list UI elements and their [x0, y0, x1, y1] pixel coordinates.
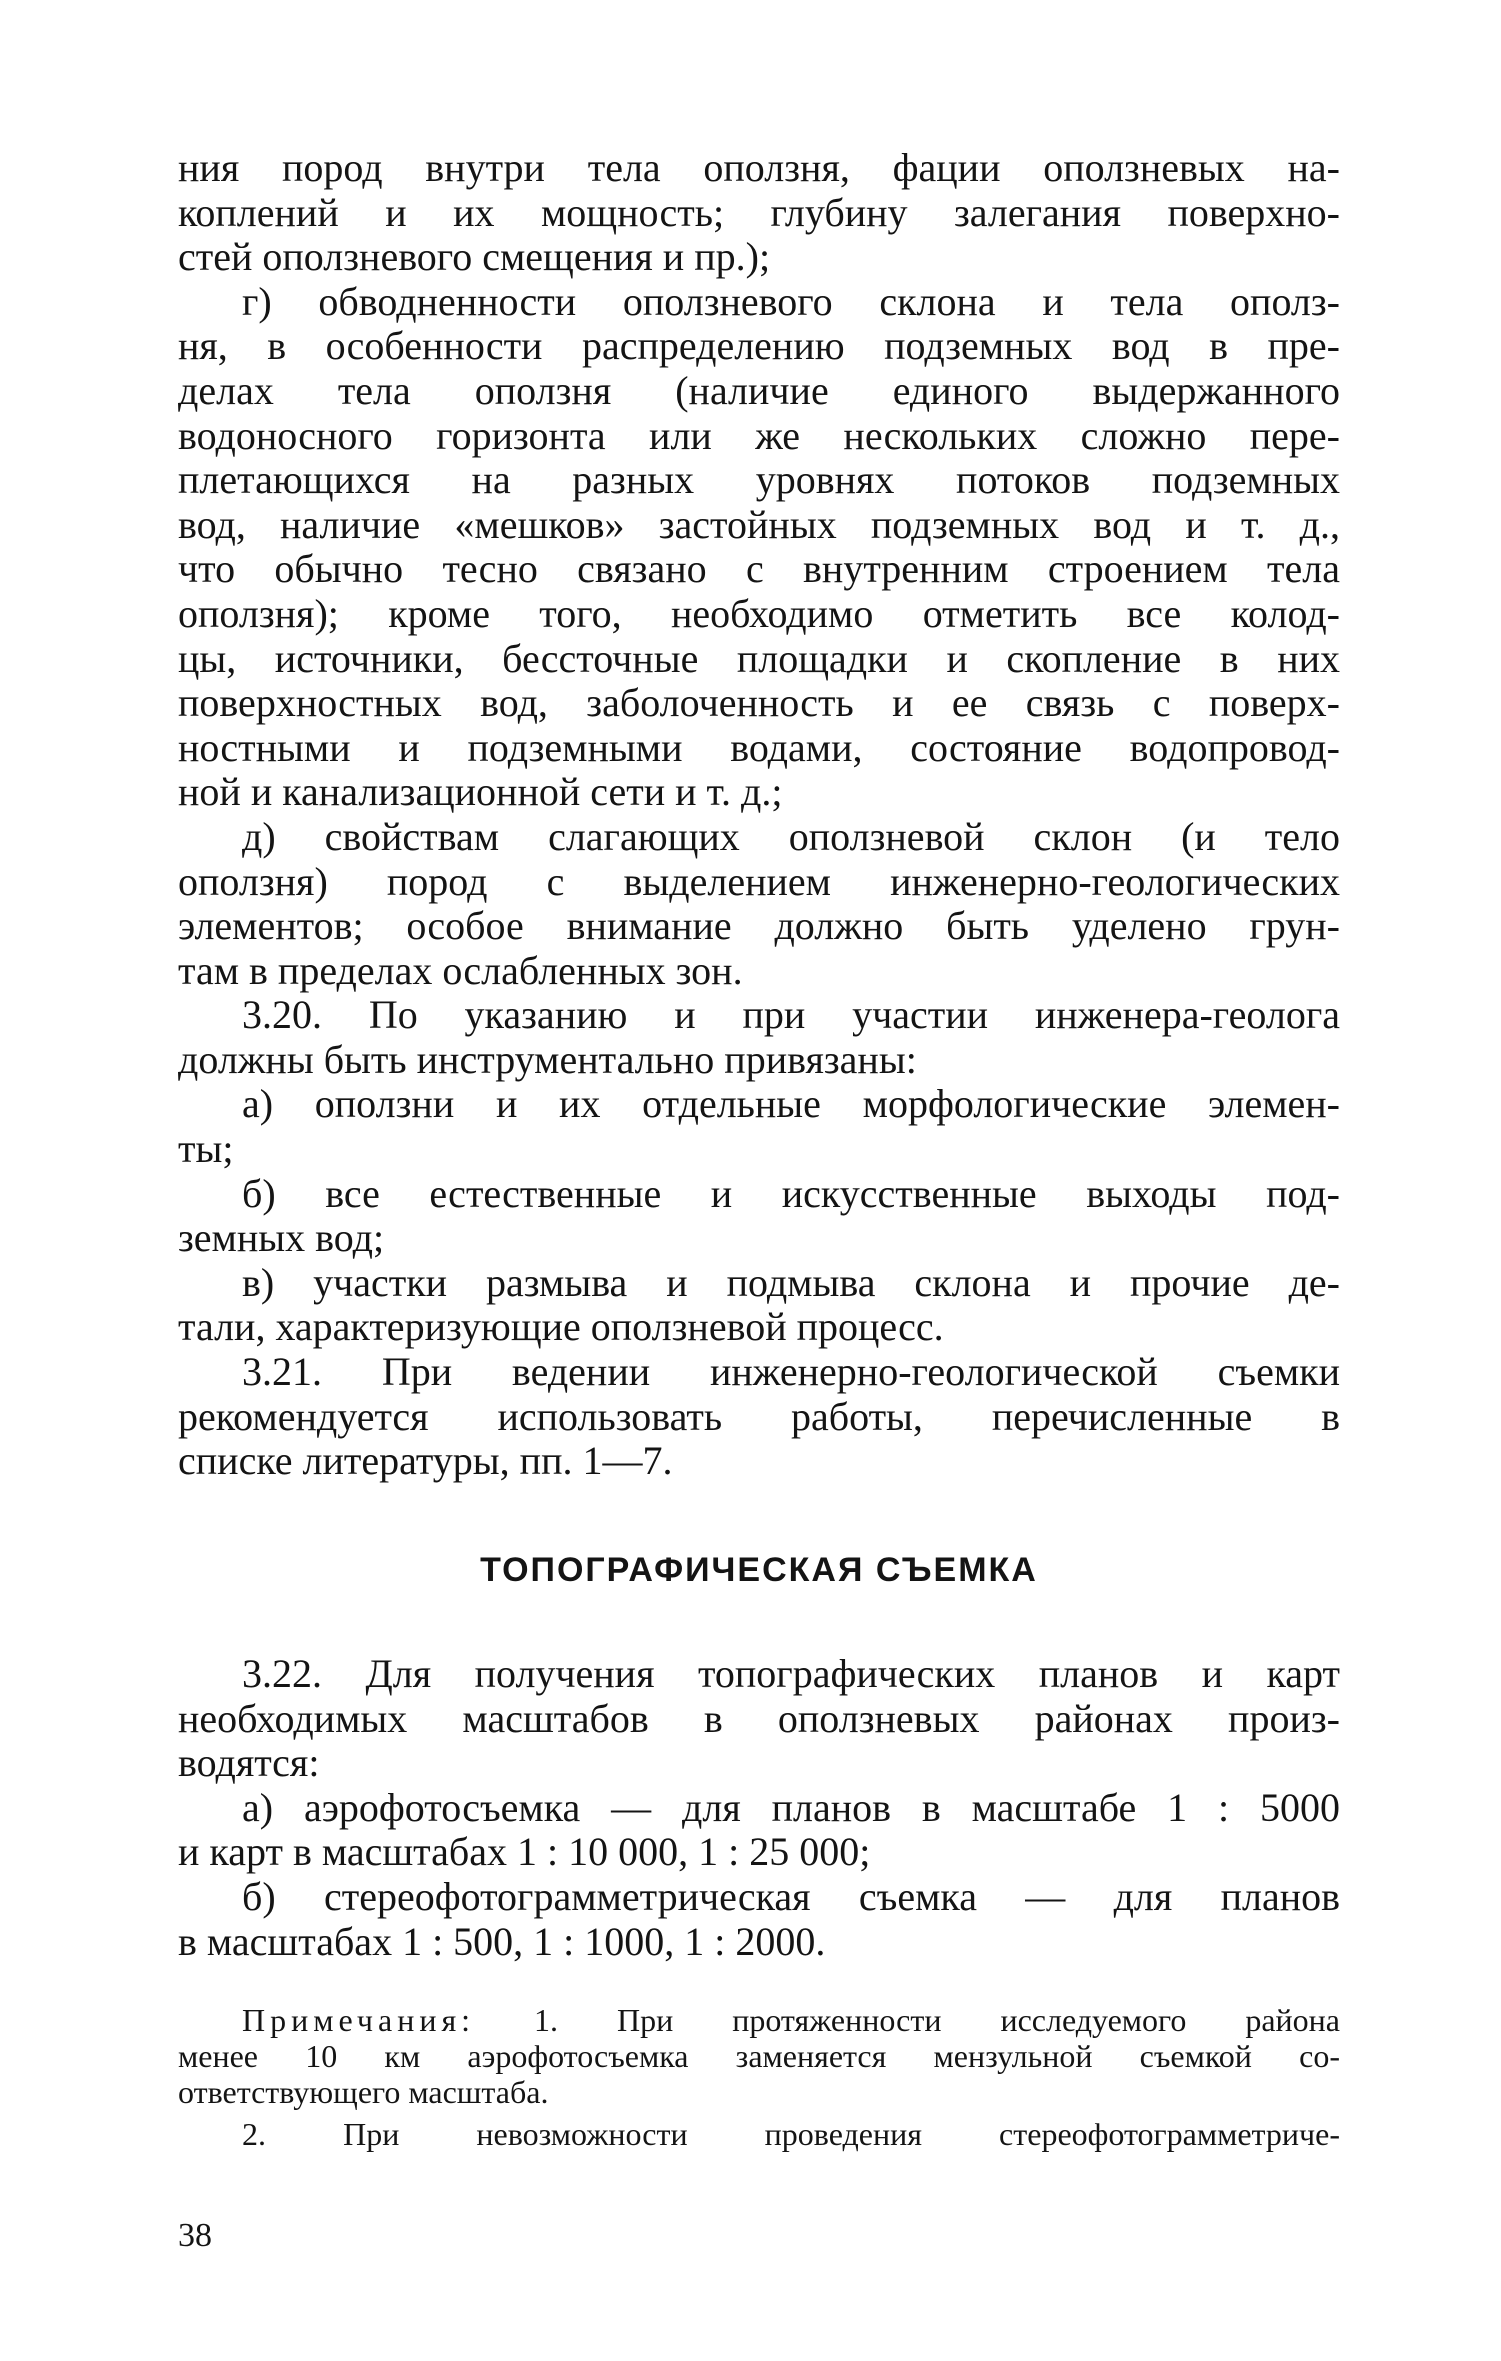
text-line: г) обводненности оползневого склона и тела ополз-	[242, 279, 1340, 324]
section-heading: ТОПОГРАФИЧЕСКАЯ СЪЕМКА	[480, 1551, 1038, 1589]
text-line: 3.22. Для получения топографических планов и карт	[242, 1652, 1340, 1696]
section-3-20	[178, 993, 1340, 1082]
page-number: 38	[178, 2217, 212, 2254]
section-3-22	[178, 1652, 1340, 1786]
section-3-22-block	[178, 1652, 1340, 1964]
list-item-b	[178, 1172, 1340, 1261]
text-line: коплений и их мощность; глубину залегания поверхно-	[178, 190, 1340, 235]
text-line: д) свойствам слагающих оползневой склон (и тело	[242, 814, 1340, 859]
note-line: менее 10 км аэрофотосъемка заменяется мензульной съемкой со-	[178, 2038, 1340, 2074]
text-line: водоносного горизонта или же нескольких сложно пере-	[178, 413, 1340, 458]
text-line: поверхностных вод, заболоченность и ее связь с поверх-	[178, 681, 1340, 726]
text-line: элементов; особое внимание должно быть уделено грун-	[178, 904, 1340, 949]
note-line: ответствующего масштаба.	[178, 2074, 549, 2110]
text-line: стей оползневого смещения и пр.);	[178, 235, 771, 280]
text-line: ты;	[178, 1127, 234, 1172]
note-line	[178, 2002, 1340, 2038]
text-line: ностными и подземными водами, состояние водопровод-	[178, 725, 1340, 770]
paragraph-d	[178, 815, 1340, 993]
text-line: в) участки размыва и подмыва склона и прочие де-	[242, 1260, 1340, 1305]
list-item-a	[178, 1786, 1340, 1875]
text-line: должны быть инструментально привязаны:	[178, 1037, 917, 1082]
text-line: б) стереофотограмметрическая съемка — для планов	[242, 1874, 1340, 1919]
text-line: ния пород внутри тела оползня, фации оползневых на-	[178, 146, 1340, 190]
text-line: делах тела оползня (наличие единого выдержанного	[178, 368, 1340, 413]
text-line: цы, источники, бессточные площадки и скопление в них	[178, 636, 1340, 681]
note-text: 1. При протяженности исследуемого района	[534, 2002, 1340, 2038]
notes-label: Примечания:	[242, 2002, 476, 2038]
text-line: вод, наличие «мешков» застойных подземных вод и т. д.,	[178, 502, 1340, 547]
text-line: тали, характеризующие оползневой процесс.	[178, 1305, 944, 1350]
list-item-v	[178, 1261, 1340, 1350]
text-line: ня, в особенности распределению подземных вод в пре-	[178, 324, 1340, 369]
text-line: ной и канализационной сети и т. д.;	[178, 770, 783, 815]
text-line: 3.20. По указанию и при участии инженера-геолога	[242, 993, 1340, 1038]
text-line: земных вод;	[178, 1216, 385, 1261]
text-line: водятся:	[178, 1741, 320, 1786]
text-line: 3.21. При ведении инженерно-геологической съемки	[242, 1350, 1340, 1395]
text-line: а) аэрофотосъемка — для планов в масштабе 1 : 5000	[242, 1785, 1340, 1830]
text-line: оползня); кроме того, необходимо отметить все колод-	[178, 591, 1340, 636]
text-line: необходимых масштабов в оползневых районах произ-	[178, 1696, 1340, 1741]
list-item-b	[178, 1875, 1340, 1964]
text-line: там в пределах ослабленных зон.	[178, 948, 743, 993]
paragraph-g	[178, 280, 1340, 815]
paragraph-continuation	[178, 146, 1340, 280]
text-line: списке литературы, пп. 1—7.	[178, 1439, 673, 1484]
text-line: рекомендуется использовать работы, перечисленные в	[178, 1394, 1340, 1439]
text-line: что обычно тесно связано с внутренним строением тела	[178, 547, 1340, 592]
text-line: и карт в масштабах 1 : 10 000, 1 : 25 000;	[178, 1830, 871, 1875]
main-text-block	[178, 146, 1340, 1484]
text-line: а) оползни и их отдельные морфологические элемен-	[242, 1082, 1340, 1127]
section-3-21	[178, 1350, 1340, 1484]
note-line: 2. При невозможности проведения стереофотограмметриче-	[242, 2116, 1340, 2152]
text-line: плетающихся на разных уровнях потоков подземных	[178, 458, 1340, 503]
notes-block	[178, 2002, 1340, 2152]
text-line: в масштабах 1 : 500, 1 : 1000, 1 : 2000.	[178, 1919, 826, 1964]
text-line: оползня) пород с выделением инженерно-геологических	[178, 859, 1340, 904]
text-line: б) все естественные и искусственные выходы под-	[242, 1171, 1340, 1216]
list-item-a	[178, 1082, 1340, 1171]
